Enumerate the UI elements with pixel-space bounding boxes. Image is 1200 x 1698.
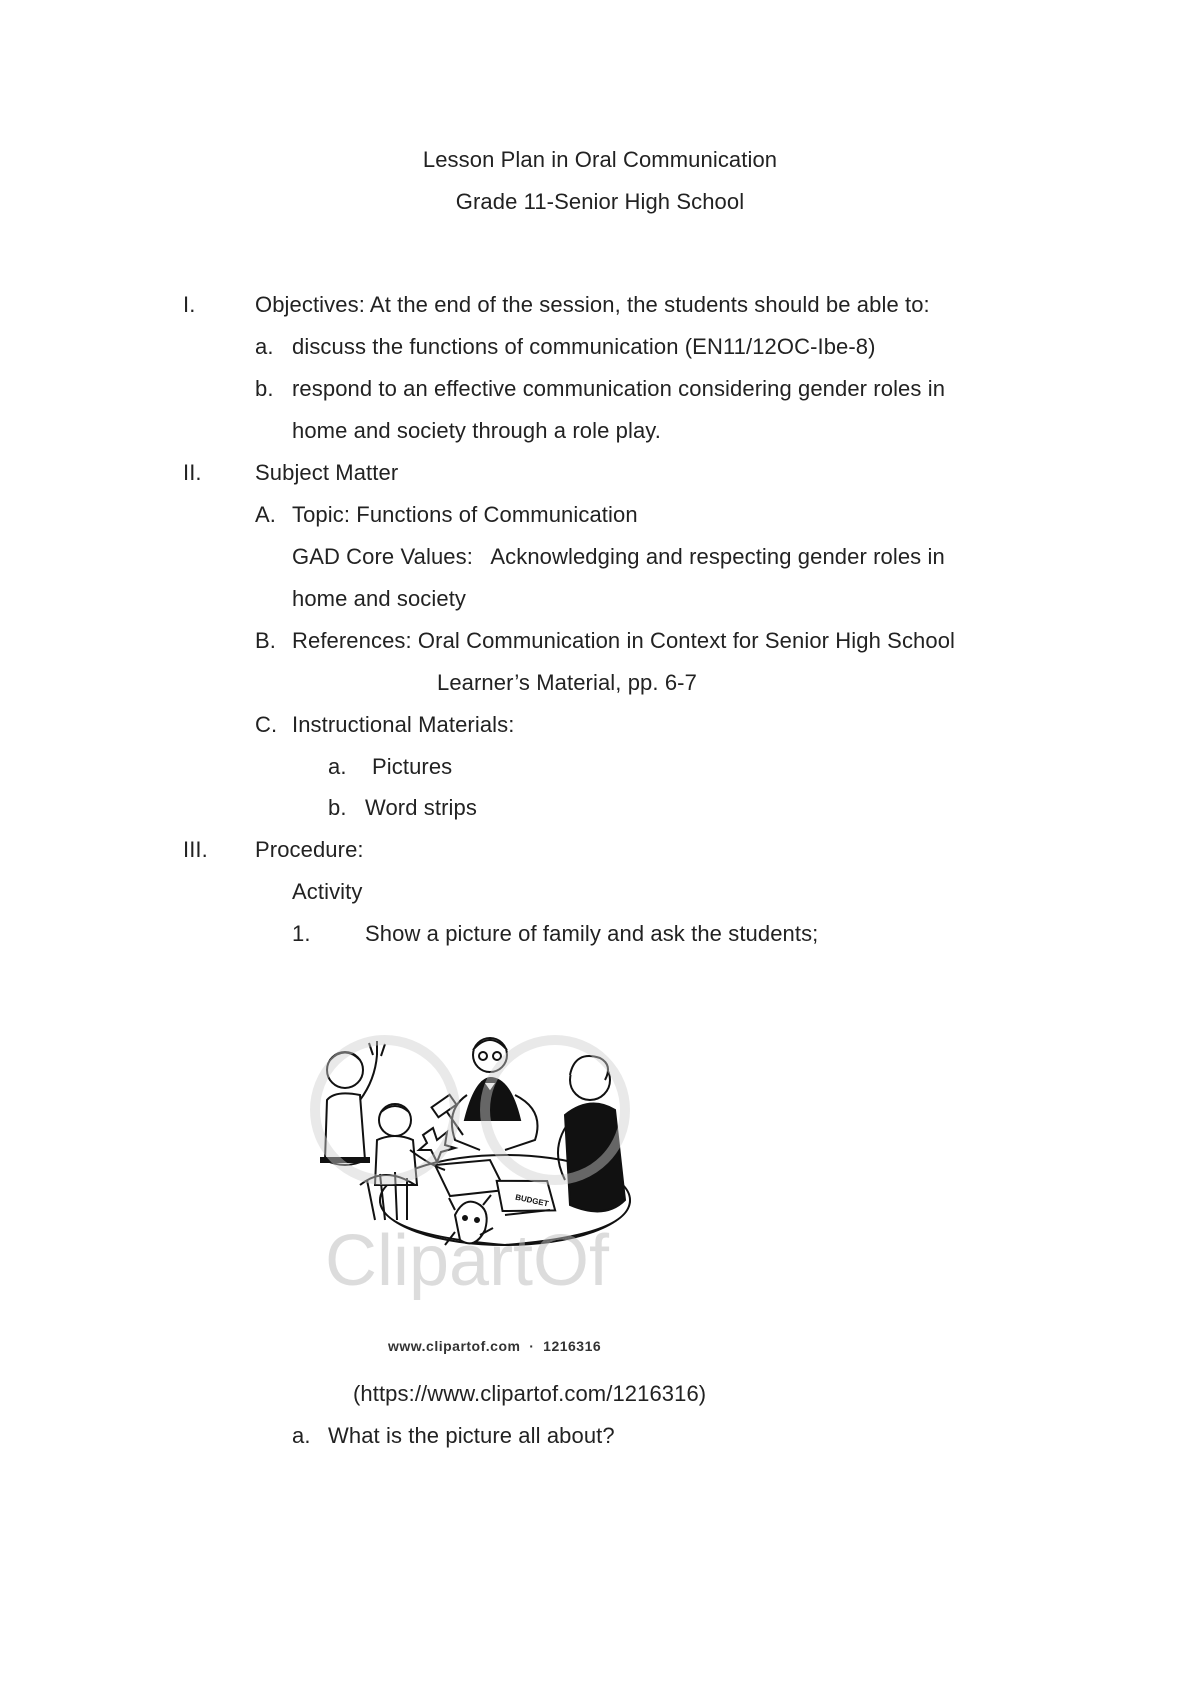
objectives-heading: Objectives: At the end of the session, the students should be able to: [255,292,930,317]
objective-b-continued: home and society through a role play. [292,418,661,443]
material-word-strips: Word strips [365,795,477,820]
objective-b: respond to an effective communication considering gender roles in [292,376,946,401]
step-marker-1: 1. [292,921,311,946]
image-caption: www.clipartof.com · 1216316 [388,1338,602,1354]
topic-marker: A. [255,502,276,527]
question-a: What is the picture all about? [328,1423,615,1448]
material-marker-a: a. [328,754,347,779]
subject-matter-heading: Subject Matter [255,460,399,485]
question-marker-a: a. [292,1423,311,1448]
gad-core-values: GAD Core Values: Acknowledging and respecting gender roles in [292,544,945,569]
materials-marker: C. [255,712,278,737]
watermark-text: ClipartOf [325,1221,610,1301]
topic: Topic: Functions of Communication [292,502,638,527]
procedure-heading: Procedure: [255,837,364,862]
gad-core-values-continued: home and society [292,586,467,611]
document-subtitle: Grade 11-Senior High School [455,189,745,214]
step-1: Show a picture of family and ask the students; [365,921,819,946]
references-continued: Learner’s Material, pp. 6-7 [437,670,697,695]
references-marker: B. [255,628,276,653]
section-numeral-subject-matter: II. [183,460,202,485]
image-source: (https://www.clipartof.com/1216316) [353,1381,707,1406]
instructional-materials: Instructional Materials: [292,712,515,737]
section-numeral-procedure: III. [183,837,208,862]
document-title: Lesson Plan in Oral Communication [422,147,778,172]
budget-label: BUDGET [514,1192,550,1209]
objective-marker-a: a. [255,334,274,359]
references: References: Oral Communication in Context for Senior High School [292,628,956,653]
objective-marker-b: b. [255,376,274,401]
section-numeral-objectives: I. [183,292,196,317]
objective-a: discuss the functions of communication (EN11/12OC-Ibe-8) [292,334,876,359]
family-table-illustration [305,1000,680,1330]
material-marker-b: b. [328,795,347,820]
material-pictures: Pictures [372,754,453,779]
activity-label: Activity [292,879,363,904]
